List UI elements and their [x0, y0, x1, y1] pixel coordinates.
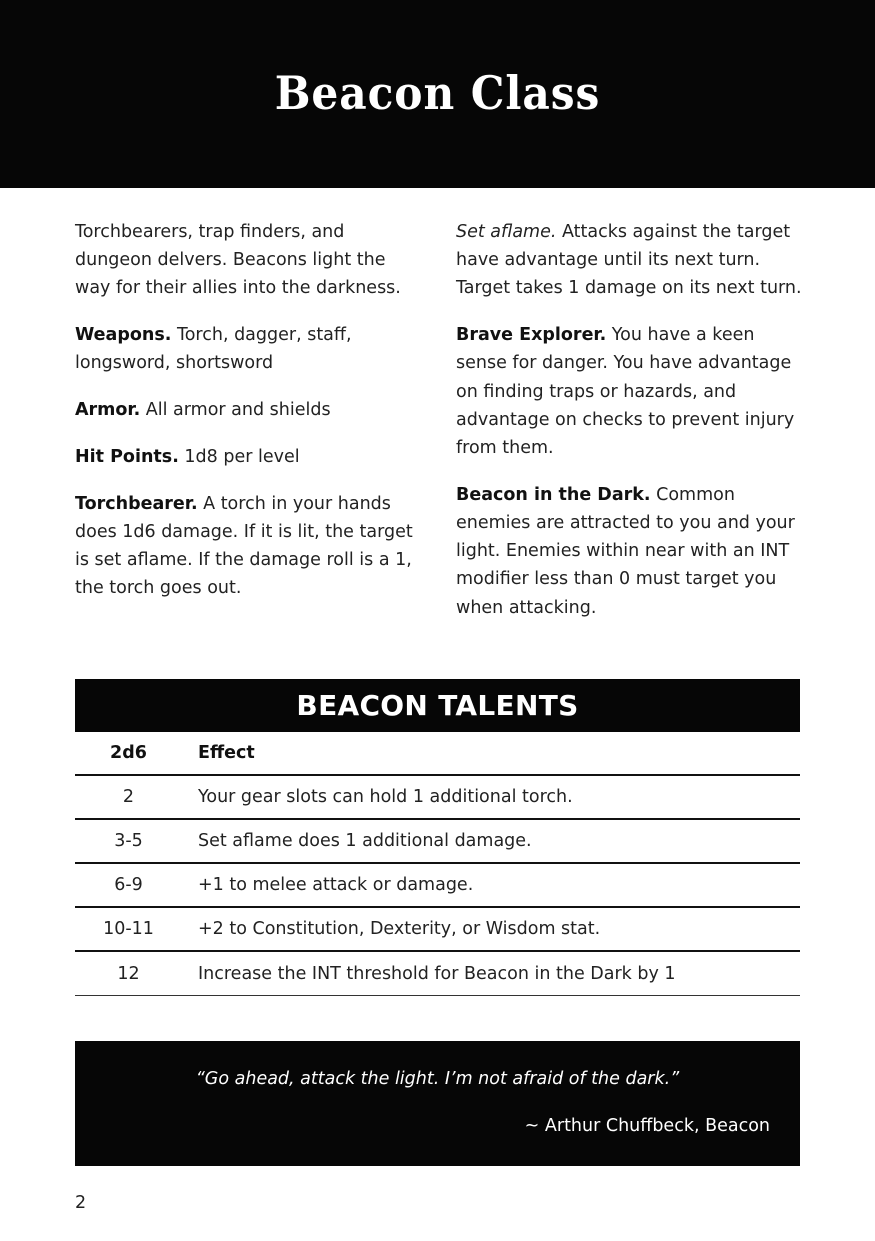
- brave-explorer-label: Brave Explorer.: [456, 325, 607, 346]
- hit-points-label: Hit Points.: [75, 447, 179, 467]
- torchbearer-label: Torchbearer.: [75, 493, 198, 514]
- roll-cell: 10-11: [103, 919, 154, 939]
- page-title: Beacon Class: [274, 66, 601, 120]
- left-column: [75, 218, 425, 621]
- weapons-paragraph: Weapons. Torch, dagger, staff, longsword, shortsword: [75, 325, 352, 374]
- right-column: [456, 218, 806, 640]
- hit-points-paragraph: Hit Points. 1d8 per level: [75, 447, 300, 467]
- effect-cell: Increase the INT threshold for Beacon in the Dark by 1: [198, 963, 676, 984]
- quote-box: [75, 1041, 800, 1166]
- table-row: [75, 908, 800, 952]
- page-number: 2: [75, 1193, 87, 1213]
- roll-cell: 3-5: [114, 831, 143, 851]
- effect-cell: Your gear slots can hold 1 additional torch.: [198, 787, 573, 807]
- table-header-row: [75, 732, 800, 776]
- armor-paragraph: Armor. All armor and shields: [75, 400, 331, 421]
- table-row: [75, 776, 800, 820]
- beacon-in-dark-label: Beacon in the Dark.: [456, 484, 651, 505]
- set-aflame-label: Set aflame.: [456, 222, 557, 242]
- intro-paragraph: Torchbearers, trap finders, and dungeon delvers. Beacons light the way for their allies into the darkness.: [75, 222, 401, 299]
- roll-column-header: 2d6: [110, 743, 147, 763]
- table-row: [75, 864, 800, 908]
- effect-cell: Set aflame does 1 additional damage.: [198, 831, 532, 851]
- roll-cell: 12: [117, 963, 140, 984]
- effect-cell: +2 to Constitution, Dexterity, or Wisdom stat.: [198, 919, 601, 939]
- effect-column-header: Effect: [198, 743, 255, 763]
- table-row: [75, 952, 800, 996]
- talents-title: BEACON TALENTS: [75, 679, 800, 732]
- roll-cell: 2: [122, 787, 135, 807]
- torchbearer-paragraph: Torchbearer. A torch in your hands does 1d6 damage. If it is lit, the target is set aflame. If the damage roll is a 1, the torch goes out.: [75, 493, 413, 599]
- weapons-label: Weapons.: [75, 325, 172, 346]
- talents-table: [75, 732, 800, 996]
- beacon-in-dark-paragraph: Beacon in the Dark. Common enemies are attracted to you and your light. Enemies within near with an INT modifier less than 0 must target you when attacking.: [456, 484, 795, 618]
- armor-label: Armor.: [75, 400, 141, 421]
- effect-cell: +1 to melee attack or damage.: [198, 875, 474, 895]
- brave-explorer-paragraph: Brave Explorer. You have a keen sense for danger. You have advantage on finding traps or hazards, and advantage on checks to prevent injury from them.: [456, 325, 795, 459]
- quote-text: “Go ahead, attack the light. I’m not afraid of the dark.”: [195, 1069, 680, 1089]
- quote-attribution: ~ Arthur Chuffbeck, Beacon: [524, 1116, 770, 1136]
- header-banner: [0, 0, 875, 188]
- set-aflame-paragraph: Set aflame. Attacks against the target have advantage until its next turn. Target takes 1 damage on its next turn.: [456, 222, 802, 299]
- roll-cell: 6-9: [114, 875, 143, 895]
- table-row: [75, 820, 800, 864]
